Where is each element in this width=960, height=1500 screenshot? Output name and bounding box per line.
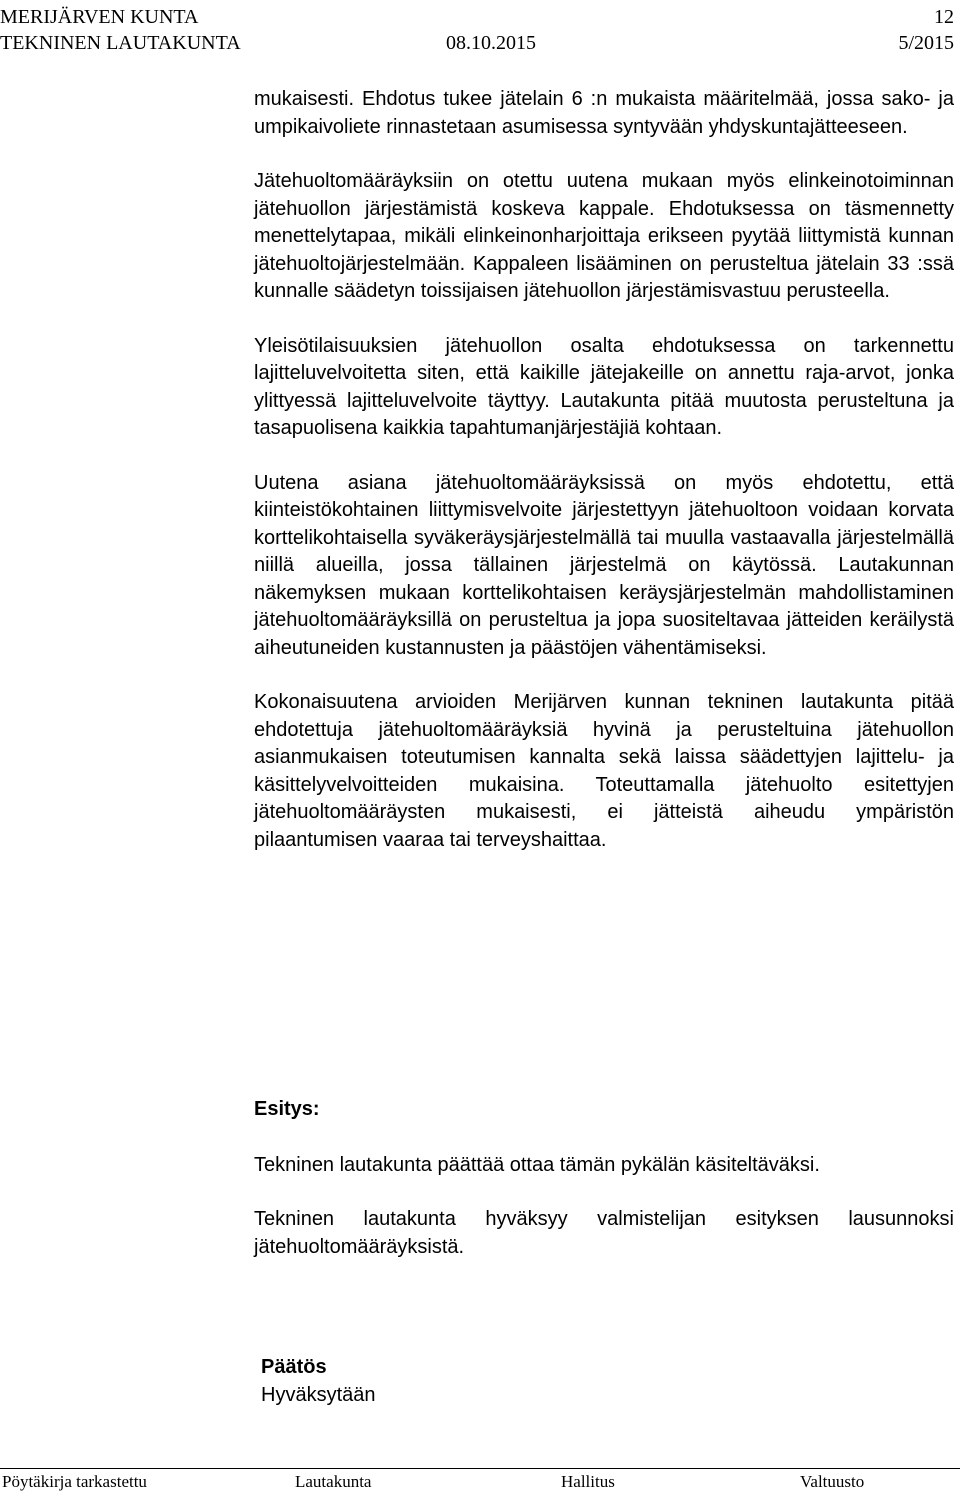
proposal-section bbox=[254, 1096, 954, 1261]
page-header bbox=[0, 4, 960, 56]
page-footer bbox=[0, 1468, 960, 1500]
header-row-top bbox=[0, 4, 960, 30]
footer-divider bbox=[0, 1468, 960, 1469]
body-paragraph: Jätehuoltomääräyksiin on otettu uutena mukaan myös elinkeinotoiminnan jätehuollon järjestämistä koskeva kappale. Ehdotuksessa on täsmennetty menettelytapaa, mikäli elinkeinonharjoittaja erikseen pyytää liittymistä kunnan jätehuoltojärjestelmään. Kappaleen lisääminen on perusteltua jätelain 33 :ssä kunnalle säädetyn toissijaisen jätehuollon järjestämisvastuu perusteella. bbox=[254, 170, 954, 302]
proposal-paragraph: Tekninen lautakunta hyväksyy valmistelijan esityksen lausunnoksi jätehuoltomääräyksistä. bbox=[254, 1208, 954, 1258]
header-row-bottom bbox=[0, 30, 960, 56]
decision-section bbox=[261, 1354, 376, 1409]
municipality-name: MERIJÄRVEN KUNTA bbox=[0, 6, 199, 28]
body-paragraph: mukaisesti. Ehdotus tukee jätelain 6 :n mukaista määritelmää, jossa sako- ja umpikaivoliete rinnastetaan asumisessa syntyvään yhdyskuntajätteeseen. bbox=[254, 88, 954, 138]
page-number: 12 bbox=[934, 6, 954, 28]
body-paragraph: Yleisötilaisuuksien jätehuollon osalta ehdotuksessa on tarkennettu lajitteluvelvoitetta siten, että kaikille jätejakeille on annettu raja-arvot, jonka ylittyessä lajitteluvelvoite täyttyy. Lautakunta pitää muutosta perusteltuna ja tasapuolisena kaikkia tapahtumanjärjestäjiä kohtaan. bbox=[254, 334, 954, 439]
body-paragraph: Uutena asiana jätehuoltomääräyksissä on myös ehdotettu, että kiinteistökohtainen liittymisvelvoite järjestettyyn jätehuoltoon voidaan korvata korttelikohtaisella syväkeräysjärjestelmällä tai muulla vastaavalla järjestelmällä niillä alueilla, jossa tällainen järjestelmä on käytössä. Lautakunnan näkemyksen mukaan korttelikohtaisen keräysjärjestelmän mahdollistaminen jätehuoltomääräyksillä on perusteltua ja jopa suositeltavaa jätteiden keräilystä aiheutuneiden kustannusten ja päästöjen vähentämiseksi. bbox=[254, 471, 954, 659]
document-body bbox=[254, 86, 954, 854]
body-paragraph: Kokonaisuutena arvioiden Merijärven kunnan tekninen lautakunta pitää ehdotettuja jätehuoltomääräyksiä hyvinä ja perusteltuina jätehuollon asianmukaisen toteutumisen kannalta sekä laissa säädettyjen lajittelu- ja käsittelyvelvoitteiden mukaisina. Toteuttamalla jätehuolto esitettyjen jätehuoltomääräysten mukaisesti, ei jätteistä aiheudu ympäristön pilaantumisen vaaraa tai terveyshaittaa. bbox=[254, 691, 954, 851]
footer-item-government: Hallitus bbox=[561, 1472, 615, 1491]
decision-text: Hyväksytään bbox=[261, 1383, 376, 1406]
decision-heading: Päätös bbox=[261, 1356, 327, 1378]
meeting-date: 08.10.2015 bbox=[446, 32, 536, 54]
footer-item-board: Lautakunta bbox=[295, 1472, 372, 1491]
committee-name: TEKNINEN LAUTAKUNTA bbox=[0, 32, 241, 54]
footer-item-council: Valtuusto bbox=[800, 1472, 865, 1491]
proposal-heading: Esitys: bbox=[254, 1098, 320, 1120]
meeting-number: 5/2015 bbox=[898, 32, 954, 54]
footer-item-checked: Pöytäkirja tarkastettu bbox=[2, 1472, 147, 1491]
proposal-paragraph: Tekninen lautakunta päättää ottaa tämän pykälän käsiteltäväksi. bbox=[254, 1153, 820, 1176]
